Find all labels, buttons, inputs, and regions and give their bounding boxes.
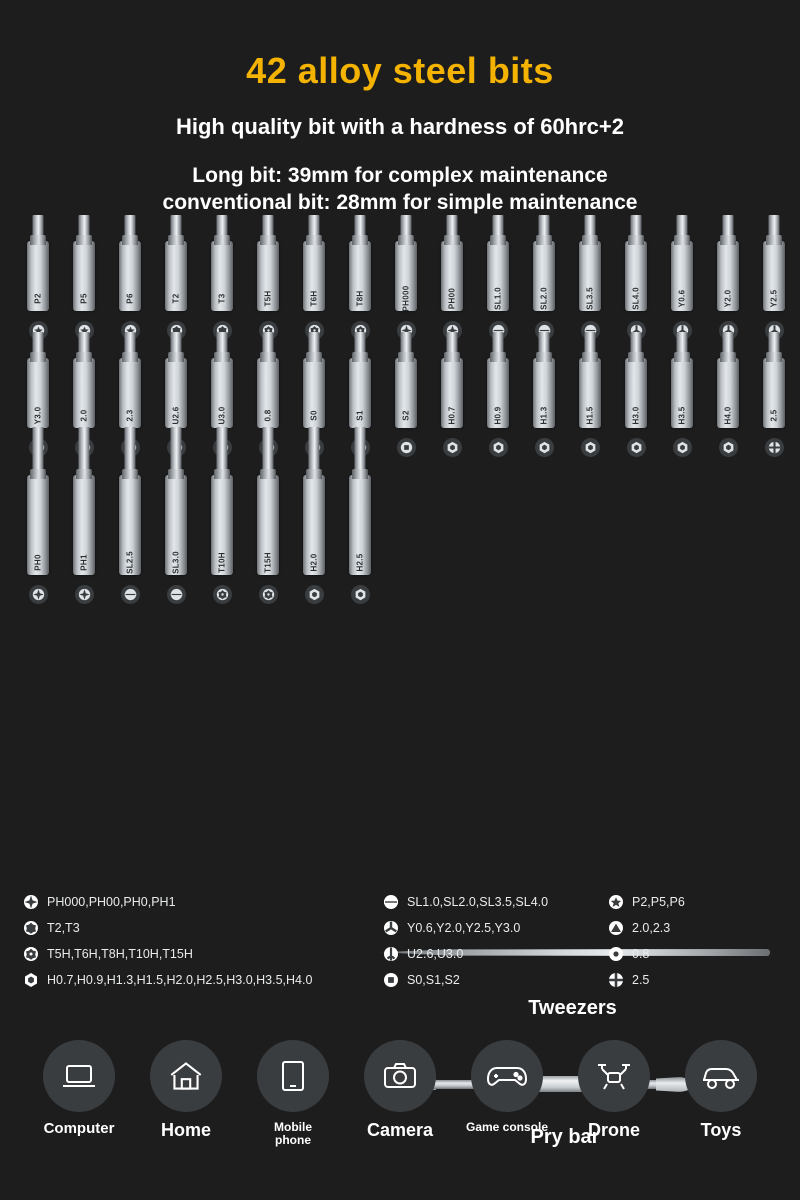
hex-icon [535,438,554,457]
bit-neck [168,235,184,245]
bit-shank [303,475,325,575]
hex-icon [673,438,692,457]
bit-shank [211,475,233,575]
prybar-label: Pry bar [530,1126,600,1148]
hex-icon [305,585,324,604]
bit-label: T3 [217,293,227,304]
usecase-label: Computer [43,1120,115,1137]
bit-item [160,241,192,340]
legend [22,893,782,988]
crossplus-icon [607,971,624,988]
bit-neck [122,469,138,479]
slot-icon [382,893,399,910]
bit-neck [582,352,598,362]
bit-label: P5 [79,293,89,304]
bit-label: H3.0 [631,406,641,425]
bit-item [574,241,606,340]
bit-neck [214,235,230,245]
bit-label: 2.3 [125,409,135,422]
bit-neck [536,352,552,362]
bit-neck [306,469,322,479]
usecase-item [357,1040,443,1147]
bit-label: T8H [355,290,365,307]
legend-item [382,919,607,936]
square-icon [397,438,416,457]
bit-shank [73,241,95,311]
torx-hole-icon [259,585,278,604]
legend-text: 2.5 [632,972,650,987]
bit-item [666,241,698,340]
bit-shank [119,358,141,428]
usecase-label: Camera [366,1120,434,1140]
bit-neck [444,235,460,245]
bit-label: SL3.0 [171,551,181,574]
bit-neck [30,352,46,362]
usecase-item [250,1040,336,1147]
toy-car-icon [685,1040,757,1112]
bit-neck [214,352,230,362]
bit-item [298,475,330,604]
bit-shank [349,241,371,311]
bit-item [482,241,514,340]
legend-text: PH000,PH00,PH0,PH1 [47,894,176,909]
bit-neck [168,469,184,479]
triangle-icon [607,919,624,936]
bit-label: S1 [355,410,365,421]
bit-neck [30,469,46,479]
bit-row-1 [0,241,800,340]
bit-item [206,241,238,340]
bit-item [390,358,422,457]
bit-label: T2 [171,293,181,304]
tripoint-icon [382,919,399,936]
long-bit-text: Long bit: 39mm for complex maintenance [192,164,608,187]
bit-shank [671,241,693,311]
bit-neck [628,235,644,245]
bit-item [620,358,652,457]
bit-neck [352,469,368,479]
tablet-icon [257,1040,329,1112]
usecase-label: Game console [465,1120,549,1134]
bit-shank [73,475,95,575]
bit-label: U2.6 [171,406,181,425]
bit-neck [444,352,460,362]
usecase-label: Toys [700,1120,742,1140]
bit-label: SL4.0 [631,287,641,310]
bit-neck [398,235,414,245]
conventional-bit-text: conventional bit: 28mm for simple maintenance [162,191,638,214]
bit-label: PH000 [401,285,411,312]
bit-shank [763,358,785,428]
gamepad-icon [471,1040,543,1112]
legend-item [607,945,782,962]
bit-label: T10H [217,552,227,573]
bit-neck [536,235,552,245]
bit-neck [260,352,276,362]
bit-item [712,241,744,340]
legend-item [22,919,382,936]
bit-neck [214,469,230,479]
hex-icon [627,438,646,457]
legend-text: P2,P5,P6 [632,894,685,909]
bit-shank [487,358,509,428]
bit-shank [441,358,463,428]
bit-neck [352,352,368,362]
legend-text: T2,T3 [47,920,80,935]
hex-icon [719,438,738,457]
legend-item [382,945,607,962]
laptop-icon [43,1040,115,1112]
legend-text: SL1.0,SL2.0,SL3.5,SL4.0 [407,894,549,909]
bit-shank [579,358,601,428]
legend-text: 0.8 [632,946,650,961]
bit-shank [27,241,49,311]
bit-label: P2 [33,293,43,304]
bit-neck [582,235,598,245]
bit-label: H2.0 [309,553,319,572]
usecase-item [143,1040,229,1147]
slot-icon [167,585,186,604]
bit-label: 0.8 [263,409,273,422]
bit-neck [398,352,414,362]
bit-label: 2.0 [79,409,89,422]
bit-neck [76,235,92,245]
legend-text: S0,S1,S2 [407,972,460,987]
bit-label: H1.5 [585,406,595,425]
bit-shank [211,358,233,428]
legend-item [22,945,382,962]
bit-shank [257,358,279,428]
bit-item [68,475,100,604]
bit-shank [257,475,279,575]
bit-neck [122,352,138,362]
hex-icon [581,438,600,457]
bit-label: 2.5 [769,409,779,422]
bit-shank [73,358,95,428]
bit-label: S2 [401,410,411,421]
bit-shank [303,241,325,311]
star-icon [607,893,624,910]
bit-item [482,358,514,457]
bit-neck [168,352,184,362]
bit-shank [349,358,371,428]
house-icon [150,1040,222,1112]
bit-label: PH00 [447,287,457,310]
hex-icon [351,585,370,604]
usecases [0,1040,800,1147]
bit-neck [674,352,690,362]
bit-neck [490,352,506,362]
bit-item [252,475,284,604]
dot-icon [607,945,624,962]
bit-shank [395,358,417,428]
ucut-icon [382,945,399,962]
torx-icon [22,919,39,936]
bit-item [206,475,238,604]
bit-shank [717,358,739,428]
bit-shank [533,241,555,311]
camera-icon [364,1040,436,1112]
bit-shank [671,358,693,428]
legend-item [382,971,607,988]
bit-item [436,241,468,340]
bit-item [298,241,330,340]
bit-shank [487,241,509,311]
drone-icon [578,1040,650,1112]
bit-item [160,475,192,604]
bit-label: H0.9 [493,406,503,425]
legend-item [607,919,782,936]
bit-shank [533,358,555,428]
bit-item [436,358,468,457]
bit-neck [306,352,322,362]
bit-label: T15H [263,552,273,573]
bit-shank [27,358,49,428]
bit-item [252,241,284,340]
bit-item [758,241,790,340]
bit-neck [720,352,736,362]
bit-item [574,358,606,457]
bit-item [68,241,100,340]
bit-label: Y2.5 [769,289,779,308]
legend-item [22,893,382,910]
usecase-label: Drone [587,1120,640,1140]
bit-label: U3.0 [217,406,227,425]
bit-item [712,358,744,457]
bit-neck [260,469,276,479]
bit-label: SL3.5 [585,287,595,310]
bit-neck [490,235,506,245]
bit-item [758,358,790,457]
bit-label: SL1.0 [493,287,503,310]
slot-icon [121,585,140,604]
legend-text: Y0.6,Y2.0,Y2.5,Y3.0 [407,920,521,935]
bit-shank [119,241,141,311]
bit-shank [395,241,417,311]
bit-item [390,241,422,340]
bit-neck [76,469,92,479]
hex-icon [22,971,39,988]
legend-text: T5H,T6H,T8H,T10H,T15H [47,946,193,961]
bit-item [114,241,146,340]
bit-label: H2.5 [355,553,365,572]
bit-label: H3.5 [677,406,687,425]
bit-item [22,241,54,340]
legend-text: U2.6,U3.0 [407,946,464,961]
usecase-item [571,1040,657,1147]
bit-label: H4.0 [723,406,733,425]
usecase-label: Home [160,1120,211,1140]
usecase-item [464,1040,550,1147]
bit-item [114,475,146,604]
bit-neck [766,352,782,362]
bit-label: T5H [263,290,273,307]
hex-icon [443,438,462,457]
bit-label: S0 [309,410,319,421]
phillips-icon [22,893,39,910]
bit-label: SL2.0 [539,287,549,310]
tweezers-label: Tweezers [528,997,617,1019]
bit-label: SL2.5 [125,551,135,574]
bit-shank [27,475,49,575]
bit-neck [306,235,322,245]
bit-label: P6 [125,293,135,304]
torx-hole-icon [22,945,39,962]
bit-shank [165,358,187,428]
legend-item [382,893,607,910]
bit-neck [674,235,690,245]
legend-text: 2.0,2.3 [632,920,671,935]
header [0,0,800,215]
usecase-label: Mobile phone [274,1120,312,1148]
bit-shank [625,241,647,311]
bit-neck [766,235,782,245]
bit-label: T6H [309,290,319,307]
bit-label: Y2.0 [723,289,733,308]
bit-shank [165,475,187,575]
bit-row-2 [0,358,800,457]
bit-neck [352,235,368,245]
bit-label: PH0 [33,554,43,571]
legend-text: H0.7,H0.9,H1.3,H1.5,H2.0,H2.5,H3.0,H3.5,H4.0 [47,972,313,987]
bit-label: Y3.0 [33,406,43,425]
bit-shank [441,241,463,311]
torx-hole-icon [213,585,232,604]
phillips-icon [75,585,94,604]
square-icon [382,971,399,988]
bit-item [344,475,376,604]
bit-neck [122,235,138,245]
bit-row-3 [0,475,800,604]
bit-label: H0.7 [447,406,457,425]
bit-shank [211,241,233,311]
crossplus-icon [765,438,784,457]
bit-shank [349,475,371,575]
bit-neck [76,352,92,362]
bit-shank [579,241,601,311]
bit-neck [628,352,644,362]
bit-item [620,241,652,340]
usecase-item [36,1040,122,1147]
bit-shank [717,241,739,311]
hex-icon [489,438,508,457]
legend-item [607,893,782,910]
bit-item [22,475,54,604]
bit-label: H1.3 [539,406,549,425]
bit-shank [257,241,279,311]
bit-label: Y0.6 [677,289,687,308]
phillips-icon [29,585,48,604]
bit-label: PH1 [79,554,89,571]
bit-shank [303,358,325,428]
bit-shank [119,475,141,575]
bit-shank [625,358,647,428]
subtitle: High quality bit with a hardness of 60hrc+2 [175,114,625,139]
bit-shank [165,241,187,311]
bit-neck [260,235,276,245]
bit-item [344,241,376,340]
legend-item [22,971,382,988]
usecase-item [678,1040,764,1147]
bit-neck [720,235,736,245]
bit-item [528,358,560,457]
legend-item [607,971,782,988]
bit-neck [30,235,46,245]
bit-item [666,358,698,457]
bit-item [528,241,560,340]
page-title: 42 alloy steel bits [246,50,554,91]
bit-shank [763,241,785,311]
